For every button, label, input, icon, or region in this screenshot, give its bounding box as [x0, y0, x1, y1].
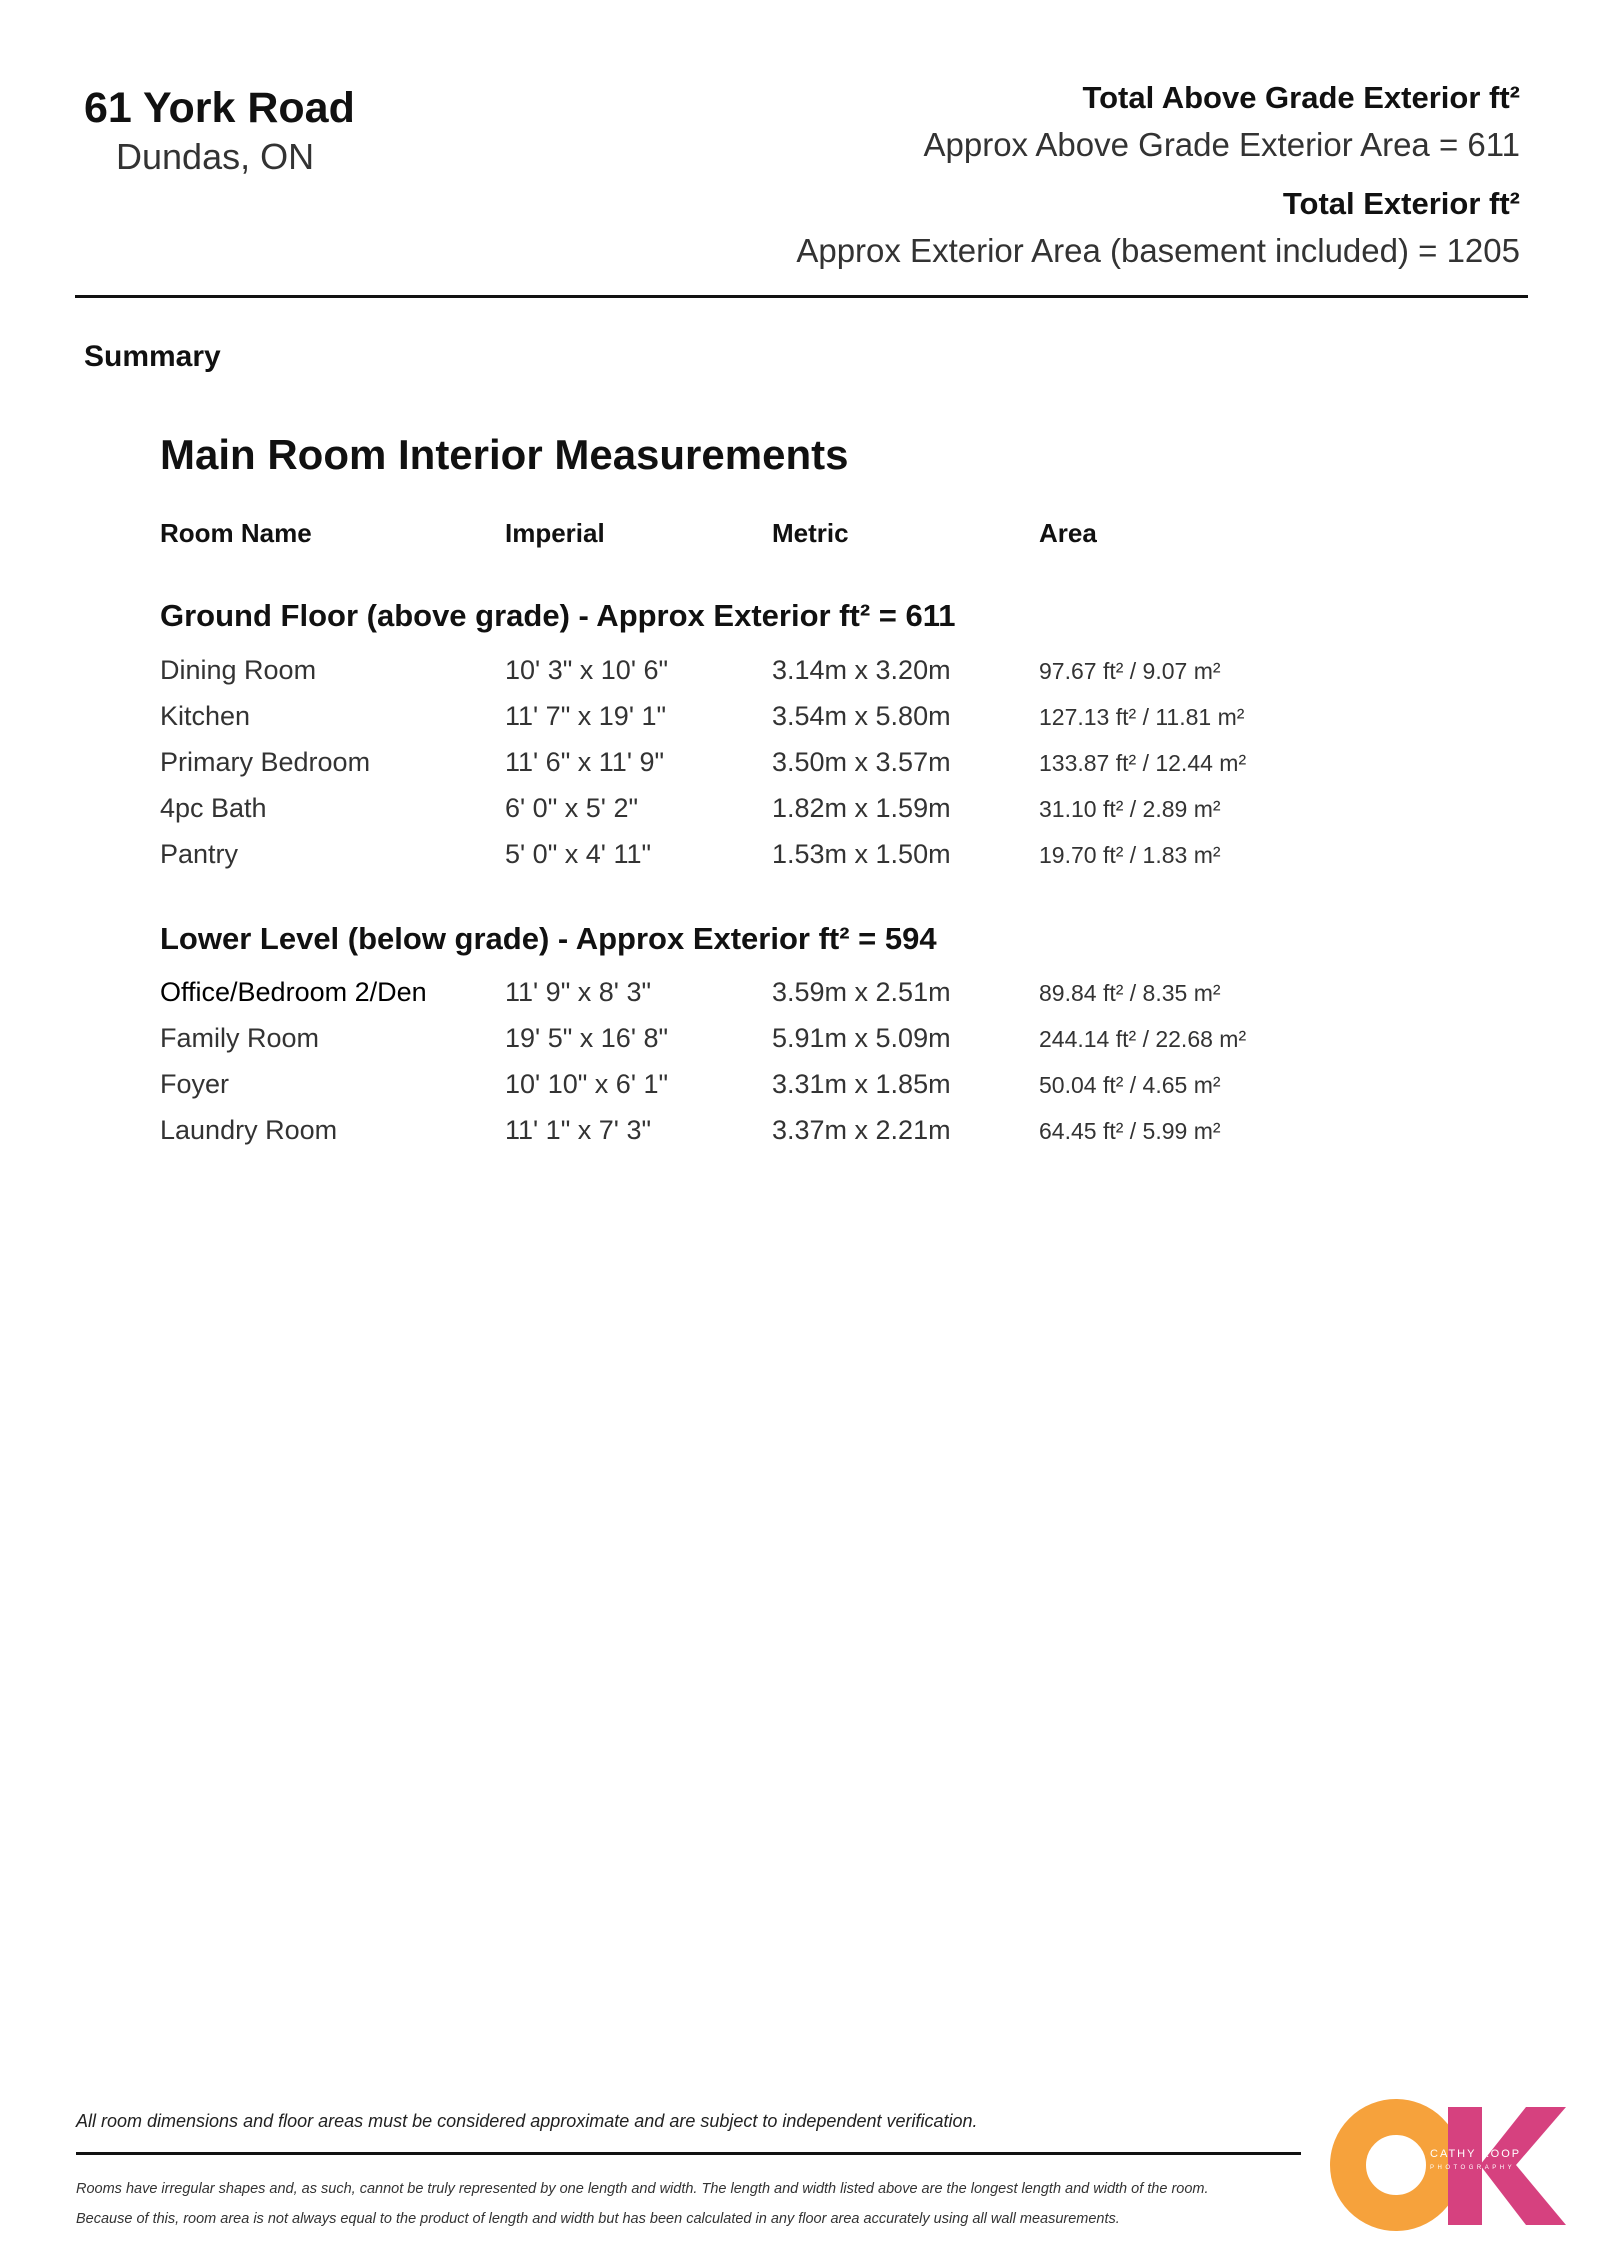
room-area: 50.04 ft² / 4.65 m² [1039, 1072, 1221, 1098]
room-imperial: 10' 10" x 6' 1" [505, 1069, 669, 1099]
room-imperial: 5' 0" x 4' 11" [505, 839, 652, 869]
room-area: 89.84 ft² / 8.35 m² [1039, 980, 1221, 1006]
room-area: 19.70 ft² / 1.83 m² [1039, 842, 1221, 868]
room-imperial: 11' 1" x 7' 3" [505, 1115, 652, 1145]
room-metric: 3.59m x 2.51m [772, 977, 951, 1007]
address-street: 61 York Road [84, 84, 355, 132]
room-name: Office/Bedroom 2/Den [160, 977, 427, 1007]
group-title-ground-floor: Ground Floor (above grade) - Approx Exterior ft² = 611 [160, 598, 956, 633]
room-metric: 5.91m x 5.09m [772, 1023, 951, 1053]
total-exterior-title: Total Exterior ft² [1282, 186, 1520, 221]
column-header-room-name: Room Name [160, 518, 312, 548]
above-grade-text: Approx Above Grade Exterior Area = 611 [923, 126, 1520, 163]
room-imperial: 11' 9" x 8' 3" [505, 977, 652, 1007]
room-metric: 3.50m x 3.57m [772, 747, 951, 777]
room-imperial: 11' 7" x 19' 1" [505, 701, 667, 731]
address-city: Dundas, ON [116, 136, 315, 177]
room-name: Foyer [160, 1069, 230, 1099]
group-title-lower-level: Lower Level (below grade) - Approx Exterior ft² = 594 [160, 921, 937, 956]
room-metric: 1.82m x 1.59m [772, 793, 951, 823]
room-imperial: 19' 5" x 16' 8" [505, 1023, 669, 1053]
room-metric: 3.37m x 2.21m [772, 1115, 951, 1145]
footer-note-line-1: Rooms have irregular shapes and, as such, cannot be truly represented by one length and width. The length and width listed above are the longest length and width of the room. [76, 2181, 1209, 2197]
room-name: Primary Bedroom [160, 747, 371, 777]
header-divider [75, 295, 1528, 298]
room-area: 31.10 ft² / 2.89 m² [1039, 796, 1221, 822]
footer-note-line-2: Because of this, room area is not always equal to the product of length and width but has been calculated in any floor area accurately using all wall measurements. [76, 2211, 1120, 2227]
room-name: Laundry Room [160, 1115, 338, 1145]
cathy-koop-logo [1330, 2095, 1570, 2235]
column-header-area: Area [1039, 518, 1097, 548]
room-metric: 3.54m x 5.80m [772, 701, 951, 731]
room-name: Dining Room [160, 655, 317, 685]
section-title: Main Room Interior Measurements [160, 431, 849, 478]
room-metric: 3.14m x 3.20m [772, 655, 951, 685]
room-area: 97.67 ft² / 9.07 m² [1039, 658, 1221, 684]
total-exterior-text: Approx Exterior Area (basement included) = 1205 [796, 232, 1520, 269]
room-area: 127.13 ft² / 11.81 m² [1039, 704, 1245, 730]
footer-divider [76, 2152, 1301, 2155]
room-imperial: 6' 0" x 5' 2" [505, 793, 639, 823]
room-imperial: 10' 3" x 10' 6" [505, 655, 669, 685]
room-area: 133.87 ft² / 12.44 m² [1039, 750, 1247, 776]
column-header-metric: Metric [772, 518, 849, 548]
room-name: Pantry [160, 839, 239, 869]
room-metric: 1.53m x 1.50m [772, 839, 951, 869]
room-area: 244.14 ft² / 22.68 m² [1039, 1026, 1247, 1052]
room-name: 4pc Bath [160, 793, 267, 823]
logo-text-bottom: PHOTOGRAPHY [1430, 2165, 1516, 2171]
logo-k-arm-lower [1480, 2165, 1566, 2225]
room-metric: 3.31m x 1.85m [772, 1069, 951, 1099]
summary-label: Summary [84, 340, 221, 373]
room-name: Family Room [160, 1023, 320, 1053]
column-header-imperial: Imperial [505, 518, 605, 548]
room-name: Kitchen [160, 701, 251, 731]
logo-text-top: CATHY KOOP [1430, 2148, 1522, 2160]
disclaimer: All room dimensions and floor areas must be considered approximate and are subject to independent verification. [76, 2111, 978, 2131]
above-grade-title: Total Above Grade Exterior ft² [1082, 80, 1520, 115]
room-imperial: 11' 6" x 11' 9" [505, 747, 665, 777]
room-area: 64.45 ft² / 5.99 m² [1039, 1118, 1221, 1144]
